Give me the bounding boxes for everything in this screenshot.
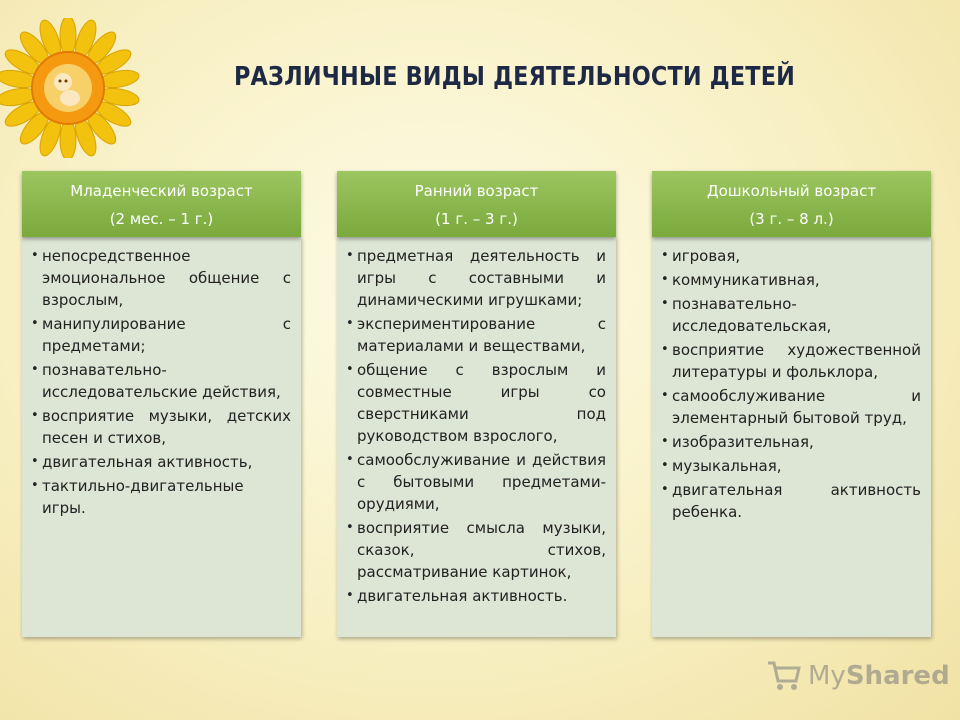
column-age-range: (3 г. – 8 л.)	[749, 210, 834, 228]
list-item: • двигательная активность,	[32, 451, 291, 473]
list-item: • коммуникативная,	[662, 269, 921, 291]
list-item: • познавательно-исследовательская,	[662, 293, 921, 337]
list-item: • восприятие художественной литературы и фольклора,	[662, 339, 921, 383]
column-body	[337, 237, 616, 637]
list-item: • игровая,	[662, 245, 921, 267]
list-item: • самообслуживание и элементарный бытовой труд,	[662, 385, 921, 429]
list-item: • изобразительная,	[662, 431, 921, 453]
list-item: • музыкальная,	[662, 455, 921, 477]
column-infancy	[22, 171, 301, 637]
list-item: • самообслуживание и действия с бытовыми предметами-орудиями,	[347, 449, 606, 515]
column-early-age	[337, 171, 616, 637]
list-item: • восприятие смысла музыки, сказок, стихов, рассматривание картинок,	[347, 517, 606, 583]
column-body	[22, 237, 301, 637]
list-item: • предметная деятельность и игры с составными и динамическими игрушками;	[347, 245, 606, 311]
column-title: Дошкольный возраст	[706, 182, 877, 200]
slide-title: РАЗЛИЧНЫЕ ВИДЫ ДЕЯТЕЛЬНОСТИ ДЕТЕЙ	[234, 62, 796, 92]
list-item: • двигательная активность.	[347, 585, 606, 607]
column-title: Младенческий возраст	[70, 182, 253, 200]
list-item: • двигательная активность ребенка.	[662, 479, 921, 523]
column-header	[337, 171, 616, 237]
column-age-range: (2 мес. – 1 г.)	[109, 210, 214, 228]
list-item: • непосредственное эмоциональное общение с взрослым,	[32, 245, 291, 311]
myshared-watermark	[766, 656, 950, 696]
list-item: • тактильно-двигательные игры.	[32, 475, 291, 519]
list-item: • экспериментирование с материалами и веществами,	[347, 313, 606, 357]
sunflower-logo-icon	[0, 18, 140, 158]
column-age-range: (1 г. – 3 г.)	[435, 210, 518, 228]
watermark-text: MyShared	[808, 661, 950, 691]
column-preschool	[652, 171, 931, 637]
column-body	[652, 237, 931, 637]
list-item: • восприятие музыки, детских песен и стихов,	[32, 405, 291, 449]
list-item: • манипулирование с предметами;	[32, 313, 291, 357]
shopping-cart-icon	[766, 659, 802, 693]
column-title: Ранний возраст	[414, 182, 539, 200]
column-header	[22, 171, 301, 237]
column-header	[652, 171, 931, 237]
list-item: • общение с взрослым и совместные игры со сверстниками под руководством взрослого,	[347, 359, 606, 447]
list-item: • познавательно-исследовательские действия,	[32, 359, 291, 403]
